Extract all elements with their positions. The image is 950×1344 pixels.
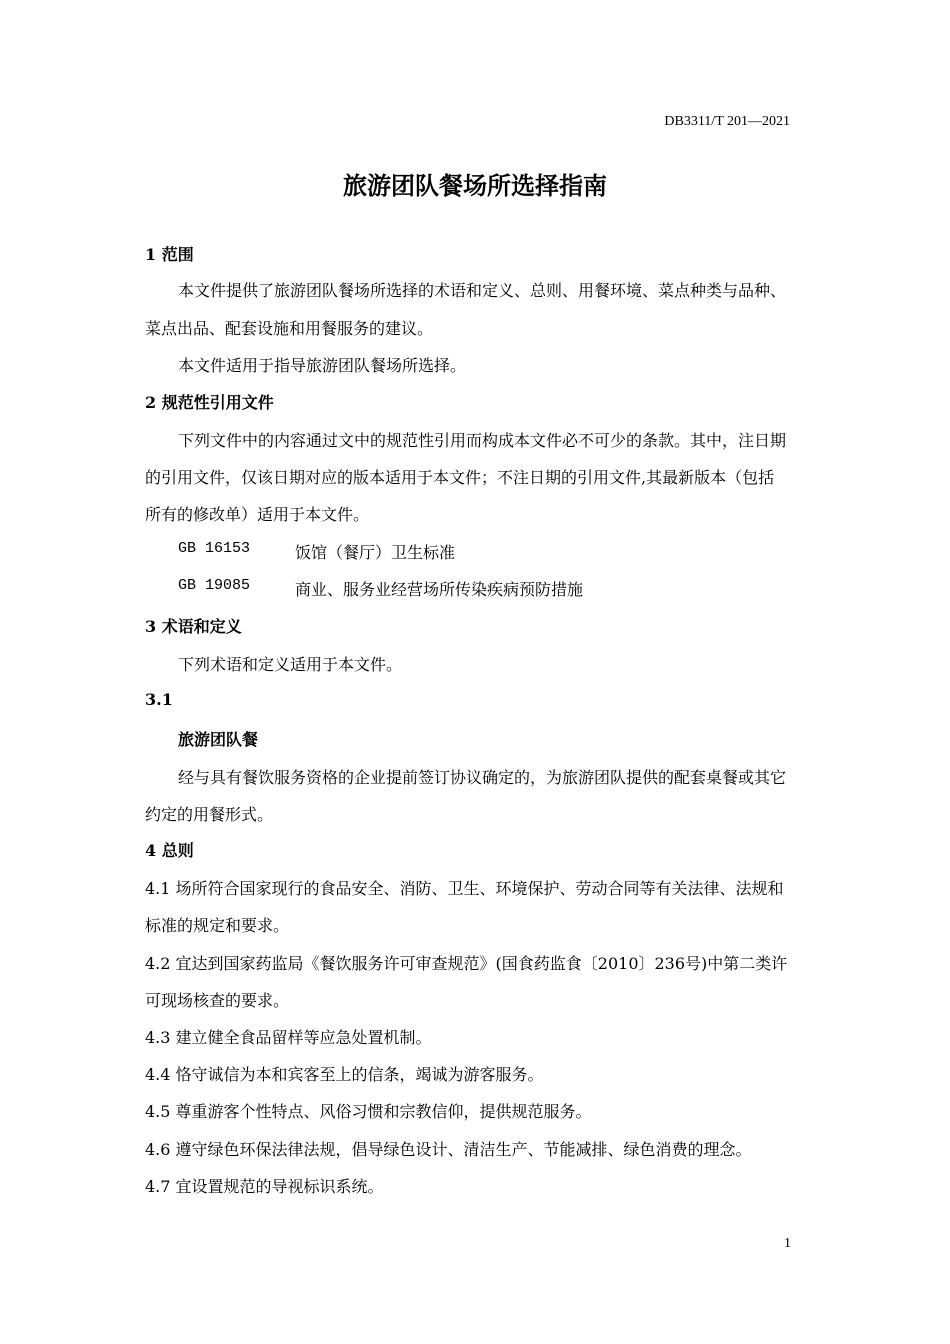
reference-name: 商业、服务业经营场所传染疾病预防措施 <box>295 580 584 599</box>
clause-4-1-line: 4.1 场所符合国家现行的食品安全、消防、卫生、环境保护、劳动合同等有关法律、法规和 <box>145 879 784 898</box>
clause-4-5: 4.5 尊重游客个性特点、风俗习惯和宗教信仰，提供规范服务。 <box>145 1102 592 1121</box>
clause-4-6: 4.6 遵守绿色环保法律法规，倡导绿色设计、清洁生产、节能减排、绿色消费的理念。 <box>145 1140 752 1159</box>
term-definition-line: 经与具有餐饮服务资格的企业提前签订协议确定的，为旅游团队提供的配套桌餐或其它 <box>178 768 787 787</box>
section-3-heading: 3 术语和定义 <box>145 617 242 636</box>
section-1-heading: 1 范围 <box>145 245 194 264</box>
section-2-paragraph-line: 的引用文件，仅该日期对应的版本适用于本文件；不注日期的引用文件,其最新版本（包括 <box>145 468 775 487</box>
reference-name: 饭馆（餐厅）卫生标准 <box>295 543 456 562</box>
section-3-intro: 下列术语和定义适用于本文件。 <box>178 655 403 674</box>
page-number: 1 <box>784 1236 791 1251</box>
term-definition-line: 约定的用餐形式。 <box>145 805 274 824</box>
section-2-heading: 2 规范性引用文件 <box>145 393 274 412</box>
term-title: 旅游团队餐 <box>178 730 259 749</box>
section-2-paragraph-line: 下列文件中的内容通过文中的规范性引用而构成本文件必不可少的条款。其中，注日期 <box>178 431 787 450</box>
clause-4-7: 4.7 宜设置规范的导视标识系统。 <box>145 1177 384 1196</box>
clause-4-3: 4.3 建立健全食品留样等应急处置机制。 <box>145 1028 432 1047</box>
section-1-paragraph: 本文件适用于指导旅游团队餐场所选择。 <box>178 356 467 375</box>
reference-code: GB 19085 <box>178 577 251 594</box>
clause-4-1-line: 标准的规定和要求。 <box>145 916 290 935</box>
section-2-paragraph-line: 所有的修改单）适用于本文件。 <box>145 505 370 524</box>
clause-4-2-line: 4.2 宜达到国家药监局《餐饮服务许可审查规范》(国食药监食〔2010〕236号)中第二类许 <box>145 954 788 973</box>
reference-code: GB 16153 <box>178 540 251 557</box>
section-1-paragraph-line: 本文件提供了旅游团队餐场所选择的术语和定义、总则、用餐环境、菜点种类与品种、 <box>178 281 787 300</box>
document-code: DB3311/T 201—2021 <box>664 114 790 129</box>
section-1-paragraph-line: 菜点出品、配套设施和用餐服务的建议。 <box>145 319 434 338</box>
clause-4-2-line: 可现场核查的要求。 <box>145 991 290 1010</box>
section-4-heading: 4 总则 <box>145 841 194 860</box>
document-title: 旅游团队餐场所选择指南 <box>343 171 607 200</box>
clause-4-4: 4.4 恪守诚信为本和宾客至上的信条，竭诚为游客服务。 <box>145 1065 544 1084</box>
term-number: 3.1 <box>145 690 173 709</box>
